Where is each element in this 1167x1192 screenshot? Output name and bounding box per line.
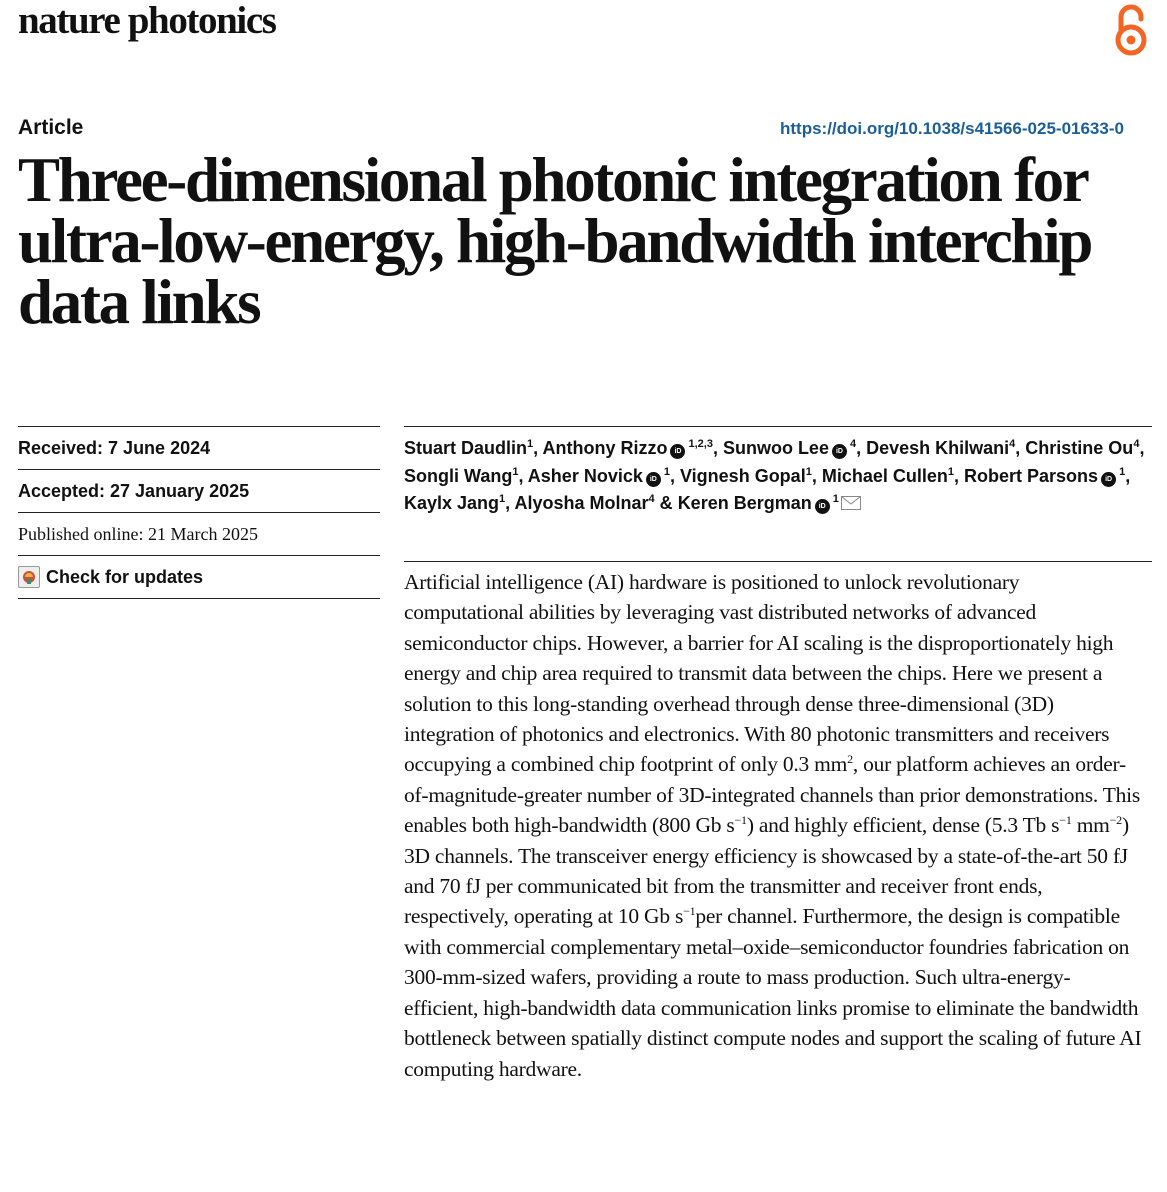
orcid-icon[interactable]: iD [646,472,661,487]
author-affiliation: 1 [499,493,506,505]
author[interactable] [964,466,1125,486]
accepted-date: Accepted: 27 January 2025 [18,469,380,512]
author-name[interactable]: Stuart Daudlin [404,438,528,458]
author-name[interactable]: Vignesh Gopal [680,465,806,486]
author[interactable] [515,493,655,513]
author-affiliation: 1 [832,493,839,505]
abstract-divider [404,561,1152,562]
author-name[interactable]: Robert Parsons [964,465,1099,486]
author[interactable] [542,438,712,458]
author[interactable] [404,493,505,513]
author[interactable] [1025,438,1139,458]
author-affiliation: 1 [663,465,670,478]
author-affiliation: 1 [527,438,534,450]
author[interactable] [680,466,812,486]
orcid-icon[interactable]: iD [1101,472,1116,487]
article-type: Article [18,116,84,139]
abstract: Artificial intelligence (AI) hardware is positioned to unlock revolutionary computational abilities by leveraging vast distributed networks of advanced semiconductor chips. However, a barrier for AI scaling is the disproportionately high energy and chip area required to transmit data between the chips. Here we present a solution to this long-standing overhead through dense three-dimensional (3D) integration of photonics and electronics. With 80 photonic transmitters and receivers occupying a combined chip footprint of only 0.3 $mm^2$, our platform achieves an order-of-magnitude-greater number of 3D-integrated channels than prior demonstrations. This enables both high-bandwidth (800 Gb $s^{-1}$) and highly efficient, dense (5.3 Tb $s^{-1}$ $mm^{-2}$) 3D channels. The transceiver energy efficiency is showcased by a state-of-the-art 50 fJ and 70 fJ per communicated bit from the transmitter and receiver front ends, respectively, operating at 10 Gb $s^{-1}per$ channel. Furthermore, the design is compatible with commercial complementary metal–oxide–semiconductor foundries fabrication on 300-mm-sized wafers, providing a route to mass production. Such ultra-energy-efficient, high-bandwidth data communication links promise to eliminate the bandwidth bottleneck between spatially distinct compute nodes and support the scaling of future AI computing hardware. [404,570,1142,1081]
received-date: Received: 7 June 2024 [18,426,380,469]
author-name[interactable]: Kaylx Jang [404,493,500,513]
check-for-updates-label: Check for updates [46,567,204,587]
author-name[interactable]: Anthony Rizzo [542,438,668,458]
author[interactable] [822,466,954,486]
author-name[interactable]: Asher Novick [527,465,643,486]
author-affiliation: 1,2,3 [688,438,713,450]
article-dates [18,426,380,599]
author-affiliation: 4 [648,493,655,505]
orcid-icon[interactable]: iD [832,444,847,459]
author-name[interactable]: Michael Cullen [821,465,948,486]
author[interactable] [866,438,1015,458]
author-affiliation: 1 [805,465,812,478]
author-name[interactable]: Alyosha Molnar [514,493,649,513]
published-date: Published online: 21 March 2025 [18,512,380,555]
mail-icon[interactable] [841,496,861,510]
article-title: Three-dimensional photonic integration for ultra-low-energy, high-bandwidth interchip data links [18,145,1092,337]
author-name[interactable]: Songli Wang [404,465,513,486]
orcid-icon[interactable]: iD [670,444,685,459]
open-access-icon [1110,2,1152,58]
author-name[interactable]: Sunwoo Lee [722,438,829,458]
author-name[interactable]: Christine Ou [1025,438,1134,458]
author-name[interactable]: Keren Bergman [677,493,812,513]
author[interactable] [404,466,518,486]
author[interactable] [404,438,533,458]
author[interactable] [723,438,856,458]
author-list: Stuart Daudlin$^1$, Anthony Rizzo iD$^{1,2,3}$, Sunwoo Lee $iD^4$, Devesh Khilwani$^4$, Christine Ou$^4$, Songli Wang$^1$, Asher Novick $iD^1$, Vignesh Gopal$^1$, Michael Cullen$^1$, Robert Parsons $iD^1$, Kaylx Jang$^1$, Alyosha Molnar$^4$ & Keren Bergman $iD^1$ [404,426,1152,518]
author-name[interactable]: Devesh Khilwani [866,438,1010,458]
author-affiliation: 4 [1009,438,1016,450]
doi-link[interactable]: https://doi.org/10.1038/s41566-025-01633-0 [780,119,1124,138]
orcid-icon[interactable]: iD [815,499,830,514]
check-for-updates-button[interactable] [18,555,380,599]
author-affiliation: 1 [947,465,954,478]
author-affiliation: 4 [849,438,857,450]
author[interactable] [528,466,670,486]
author-affiliation: 1 [512,465,519,478]
author-affiliation: 4 [1133,438,1140,450]
check-for-updates-icon [18,566,40,588]
author-affiliation: 1 [1119,465,1126,478]
author[interactable] [678,493,861,513]
journal-name[interactable]: nature photonics [18,0,276,42]
